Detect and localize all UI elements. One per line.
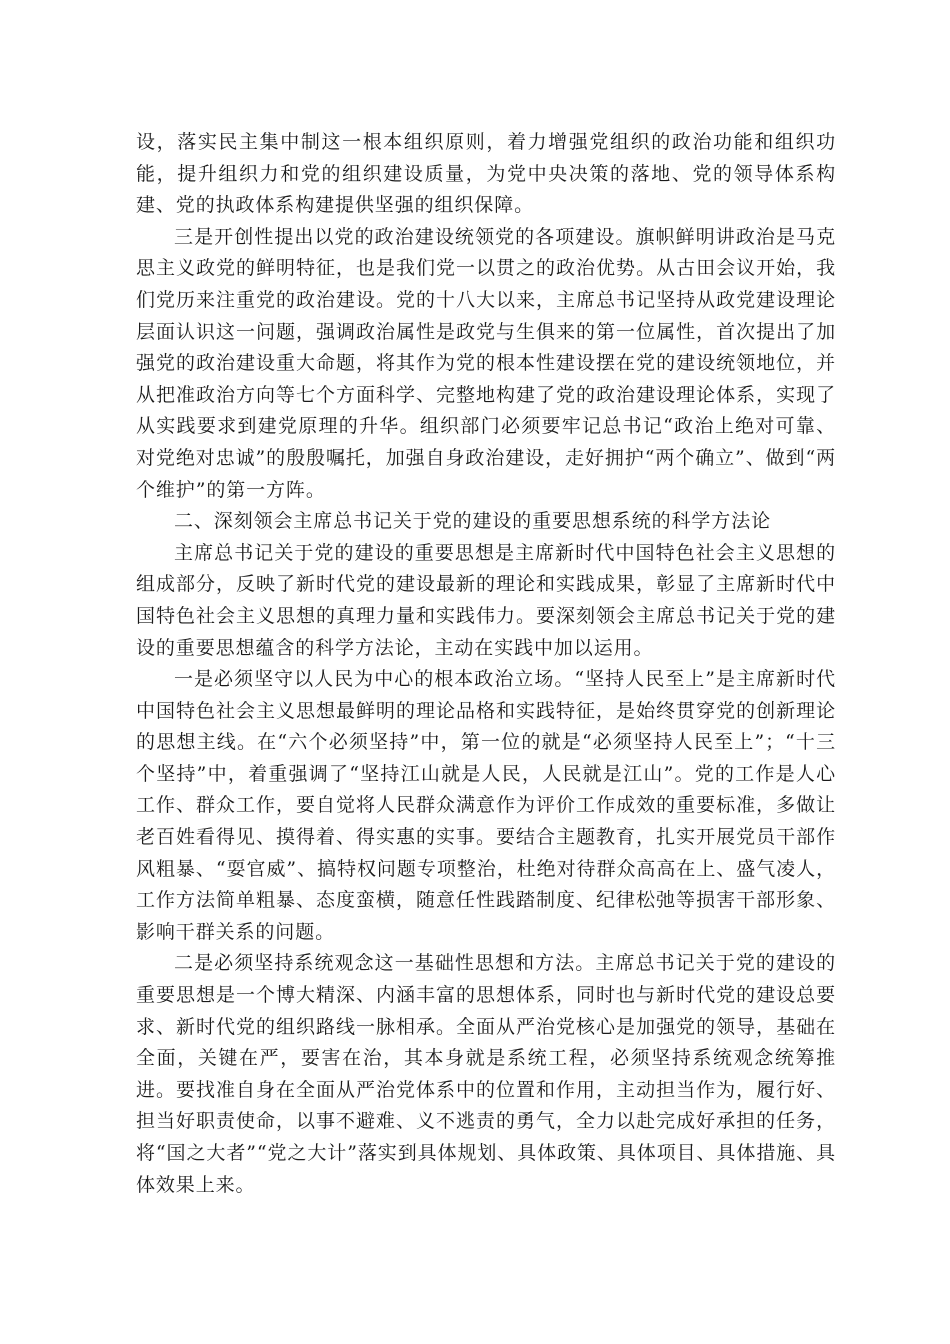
paragraph-point-two: 二是必须坚持系统观念这一基础性思想和方法。主席总书记关于党的建设的重要思想是一个博大精深、内涵丰富的思想体系，同时也与新时代党的建设总要求、新时代党的组织路线一脉相承。全面从严治党核心是加强党的领导，基础在全面，关键在严，要害在治，其本身就是系统工程，必须坚持系统观念统筹推进。要找准自身在全面从严治党体系中的位置和作用，主动担当作为，履行好、担当好职责使命，以事不避难、义不逃责的勇气，全力以赴完成好承担的任务，将“国之大者”“党之大计”落实到具体规划、具体政策、具体项目、具体措施、具体效果上来。 [136, 952, 836, 1196]
paragraph-point-three: 三是开创性提出以党的政治建设统领党的各项建设。旗帜鲜明讲政治是马克思主义政党的鲜明特征，也是我们党一以贯之的政治优势。从古田会议开始，我们党历来注重党的政治建设。党的十八大以来，主席总书记坚持从政党建设理论层面认识这一问题，强调政治属性是政党与生俱来的第一位属性，首次提出了加强党的政治建设重大命题，将其作为党的根本性建设摆在党的建设统领地位，并从把准政治方向等七个方面科学、完整地构建了党的政治建设理论体系，实现了从实践要求到建党原理的升华。组织部门必须要牢记总书记“政治上绝对可靠、对党绝对忠诚”的殷殷嘱托，加强自身政治建设，走好拥护“两个确立”、做到“两个维护”的第一方阵。 [136, 225, 836, 501]
document-body [136, 127, 836, 1201]
paragraph-section-intro: 主席总书记关于党的建设的重要思想是主席新时代中国特色社会主义思想的组成部分，反映了新时代党的建设最新的理论和实践成果，彰显了主席新时代中国特色社会主义思想的真理力量和实践伟力。要深刻领会主席总书记关于党的建设的重要思想蕴含的科学方法论，主动在实践中加以运用。 [136, 541, 836, 659]
paragraph-point-one: 一是必须坚守以人民为中心的根本政治立场。“坚持人民至上”是主席新时代中国特色社会主义思想最鲜明的理论品格和实践特征，是始终贯穿党的创新理论的思想主线。在“六个必须坚持”中，第一位的就是“必须坚持人民至上”；“十三个坚持”中，着重强调了“坚持江山就是人民，人民就是江山”。党的工作是人心工作、群众工作，要自觉将人民群众满意作为评价工作成效的重要标准，多做让老百姓看得见、摸得着、得实惠的实事。要结合主题教育，扎实开展党员干部作风粗暴、“耍官威”、搞特权问题专项整治，杜绝对待群众高高在上、盛气凌人，工作方法简单粗暴、态度蛮横，随意任性践踏制度、纪律松弛等损害干部形象、影响干群关系的问题。 [136, 668, 836, 943]
paragraph-continuation: 设，落实民主集中制这一根本组织原则，着力增强党组织的政治功能和组织功能，提升组织力和党的组织建设质量，为党中央决策的落地、党的领导体系构建、党的执政体系构建提供坚强的组织保障。 [136, 131, 836, 217]
section-heading-two: 二、深刻领会主席总书记关于党的建设的重要思想系统的科学方法论 [174, 510, 772, 533]
